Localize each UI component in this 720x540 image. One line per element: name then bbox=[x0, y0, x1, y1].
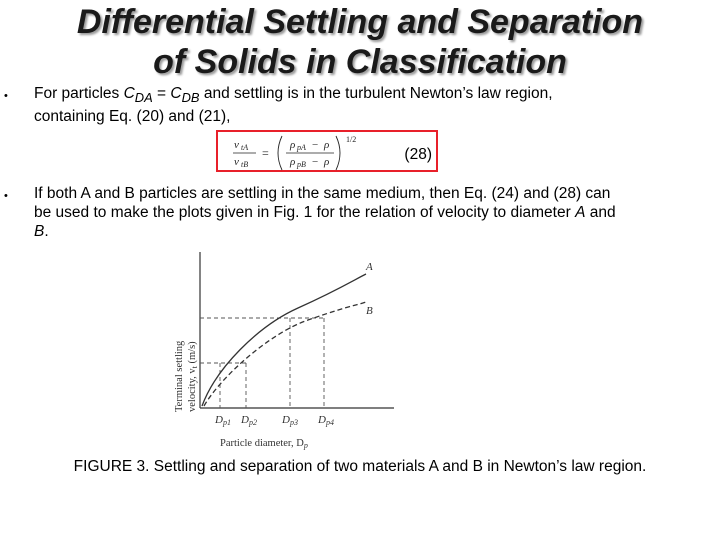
coef-c-a-sub: DA bbox=[134, 90, 153, 106]
coef-c-a: C bbox=[123, 85, 135, 102]
equation-28 bbox=[230, 133, 400, 171]
x-tick-dp3 bbox=[281, 414, 298, 427]
eq-equals: = bbox=[262, 146, 269, 160]
bullet-2-line1: If both A and B particles are settling in the same medium, then Eq. (24) and (28) can bbox=[34, 185, 611, 202]
x-tick-dp2 bbox=[240, 414, 257, 427]
x-tick-dp2-d: D bbox=[241, 414, 249, 426]
x-tick-dp4-d: D bbox=[318, 414, 326, 426]
coef-c-b: C bbox=[170, 85, 182, 102]
eq-minus-top: − bbox=[312, 139, 319, 151]
x-tick-dp4-sub: p4 bbox=[325, 418, 334, 427]
x-tick-dp3-d: D bbox=[282, 414, 290, 426]
eq-lhs-num: v bbox=[234, 139, 239, 151]
figure-y-label bbox=[174, 340, 199, 412]
eq-lhs-num-sub: tA bbox=[241, 143, 249, 152]
eq-rho-pb-sub: pB bbox=[297, 160, 306, 169]
settling-figure bbox=[158, 246, 418, 456]
curve-a bbox=[202, 274, 366, 406]
eq-rho-pb: ρ bbox=[290, 156, 296, 168]
slide-title bbox=[0, 2, 720, 82]
eq-minus-bottom: − bbox=[312, 156, 319, 168]
curve-b-label: B bbox=[366, 305, 373, 317]
figure-y-label-unit: (m/s) bbox=[187, 341, 198, 367]
figure-x-label bbox=[220, 438, 308, 450]
x-tick-dp4 bbox=[317, 414, 334, 427]
figure-y-label-line2 bbox=[187, 341, 199, 412]
eq-left-paren bbox=[278, 136, 282, 170]
bullet-1-text bbox=[34, 84, 553, 126]
bullet-2-text bbox=[34, 184, 616, 241]
figure-x-label-text: Particle diameter, D bbox=[220, 438, 304, 449]
eq-rho-top: ρ bbox=[324, 139, 330, 151]
figure-y-label-v: velocity, v bbox=[187, 368, 198, 412]
x-tick-dp1-d: D bbox=[215, 414, 223, 426]
bullet-marker: • bbox=[4, 190, 8, 202]
bullet-1-prefix: For particles bbox=[34, 85, 124, 102]
eq-lhs-den-sub: tB bbox=[241, 160, 249, 169]
x-tick-dp1-sub: p1 bbox=[222, 418, 231, 427]
eq-rho-pa: ρ bbox=[290, 139, 296, 151]
coef-c-b-sub: DB bbox=[181, 90, 200, 106]
eq-right-paren bbox=[336, 136, 340, 170]
x-tick-dp3-sub: p3 bbox=[289, 418, 298, 427]
bullet-2-line2: be used to make the plots given in Fig. 1 for the relation of velocity to diameter bbox=[34, 204, 576, 221]
figure-caption: FIGURE 3. Settling and separation of two materials A and B in Newton’s law region. bbox=[73, 458, 647, 475]
slide-title-line1: Differential Settling and Separation bbox=[76, 3, 644, 41]
figure-y-label-v-sub: t bbox=[190, 366, 199, 369]
eq-exponent: 1/2 bbox=[346, 135, 357, 144]
equation-number: (28) bbox=[404, 146, 432, 163]
x-tick-dp2-sub: p2 bbox=[248, 418, 257, 427]
eq-lhs-den: v bbox=[234, 156, 239, 168]
bullet-1-rest: and settling is in the turbulent Newton’s law region, bbox=[199, 85, 553, 102]
slide-title-line2: of Solids in Classification bbox=[153, 43, 567, 81]
bullet-1-equals: = bbox=[152, 85, 171, 102]
eq-rho-pa-sub: pA bbox=[297, 143, 306, 152]
x-tick-dp1 bbox=[214, 414, 231, 427]
eq-rho-bottom: ρ bbox=[324, 156, 330, 168]
bullet-2-material-a: A bbox=[575, 204, 586, 221]
bullet-2-period: . bbox=[44, 223, 49, 240]
bullet-marker: • bbox=[4, 90, 8, 102]
equation-box bbox=[216, 130, 438, 172]
curve-a-label: A bbox=[366, 261, 373, 273]
bullet-1-line2: containing Eq. (20) and (21), bbox=[34, 108, 231, 126]
figure-x-label-sub: p bbox=[303, 441, 308, 450]
bullet-2-and: and bbox=[585, 204, 616, 221]
bullet-2-material-b: B bbox=[34, 223, 45, 240]
figure-y-label-line1: Terminal settling bbox=[174, 340, 185, 412]
